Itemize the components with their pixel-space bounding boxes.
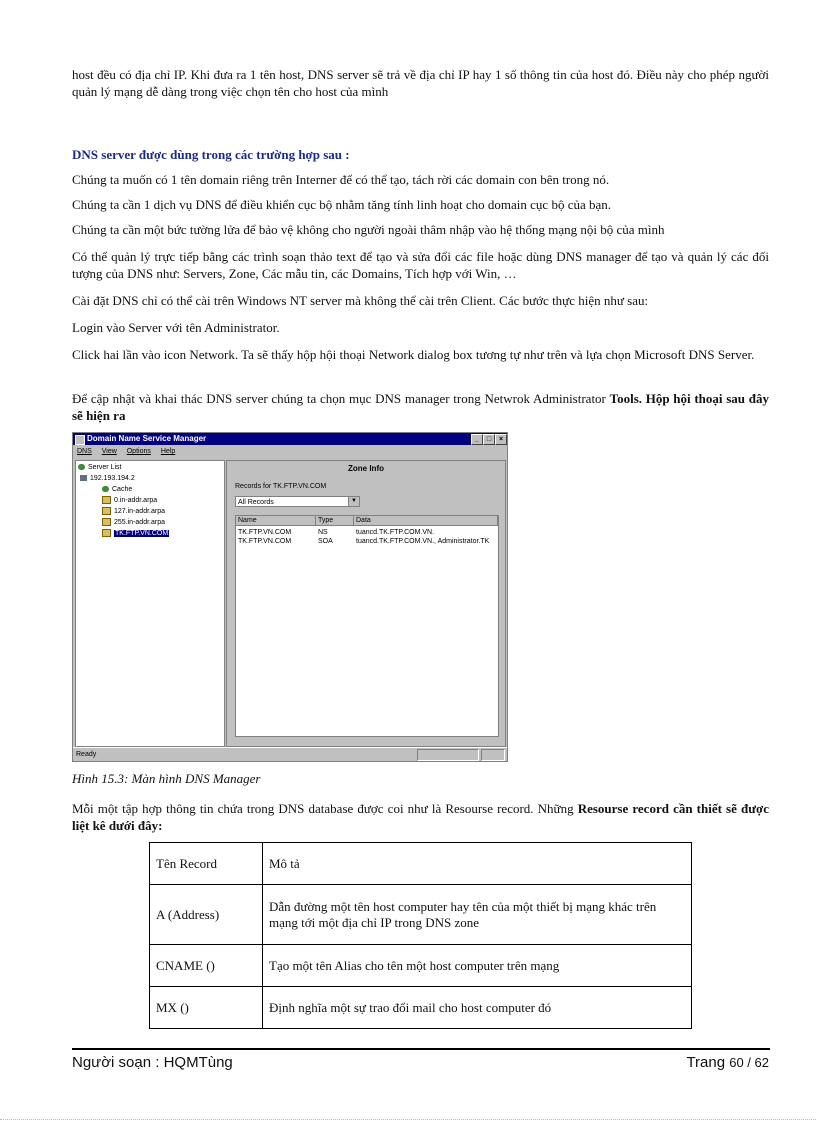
table-row: CNAME () Tạo một tên Alias cho tên một host computer trên mạng <box>150 945 692 987</box>
tree-zone-0[interactable]: 0.in-addr.arpa <box>102 496 157 505</box>
bullet-6: Login vào Server với tên Administrator. <box>72 320 280 335</box>
close-icon[interactable]: × <box>495 434 507 445</box>
col-type[interactable]: Type <box>316 516 354 526</box>
footer-author: Người soạn : HQMTùng <box>72 1054 233 1071</box>
step-text: Để cập nhật và khai thác DNS server chúng ta chọn mục DNS manager trong Netwrok Administrator <box>72 391 610 406</box>
header-record-name: Tên Record <box>150 843 263 885</box>
menu-view[interactable]: View <box>101 448 117 455</box>
bullet-7: Click hai lần vào icon Network. Ta sẽ thấy hộp hội thoại Network dialog box tương tự như trên và lựa chọn Microsoft DNS Server. <box>72 347 755 362</box>
menu-dns[interactable]: DNS <box>77 448 92 455</box>
bullet-3: Chúng ta cần một bức tường lửa để bảo vệ không cho người ngoài thâm nhập vào hệ thống mạng nội bộ của mình <box>72 222 665 237</box>
bullet-1: Chúng ta muốn có 1 tên domain riêng trên Interner để có thể tạo, tách rời các domain con bên trong nó. <box>72 172 610 187</box>
minimize-icon[interactable]: _ <box>471 434 483 445</box>
folder-icon <box>102 518 111 526</box>
menu-help[interactable]: Help <box>160 448 176 455</box>
maximize-icon[interactable]: □ <box>483 434 495 445</box>
records-intro: Mỗi một tập hợp thông tin chứa trong DNS database được coi như là Resourse record. Những Resourse record cần thiết sẽ được liệt kê dưới đây: <box>72 801 769 833</box>
chevron-down-icon[interactable]: ▼ <box>348 497 359 506</box>
status-segment <box>417 749 479 761</box>
globe-icon <box>102 486 109 492</box>
intro-paragraph: host đều có địa chỉ IP. Khi đưa ra 1 tên host, DNS server sẽ trả về địa chỉ IP hay 1 số thông tin của host đó. Điều này cho phép người quản lý mạng dễ dàng trong việc chọn tên cho host của mình <box>72 67 769 99</box>
folder-icon <box>102 496 111 504</box>
bullet-5: Cài đặt DNS chỉ có thể cài trên Windows NT server mà không thể cài trên Client. Các bước thực hiện như sau: <box>72 293 649 308</box>
footer-page: Trang 60 / 62 <box>686 1054 769 1071</box>
tree-zone-127[interactable]: 127.in-addr.arpa <box>102 507 165 516</box>
table-row: A (Address) Dẫn đường một tên host computer hay tên của một thiết bị mạng khác trên mạng tới một địa chỉ IP trong DNS zone <box>150 885 692 945</box>
table-header-row <box>150 843 692 885</box>
record-filter-select[interactable]: All Records ▼ <box>235 496 360 507</box>
bullet-4: Có thể quản lý trực tiếp bằng các trình soạn thảo text để tạo và sửa đổi các file hoặc dùng DNS manager để tạo và quản lý các đối tượng của DNS như: Servers, Zone, Các mẫu tin, các Domains, Tích hợp với Win, … <box>72 249 769 281</box>
app-icon <box>75 435 85 445</box>
folder-icon <box>102 529 111 537</box>
tree-cache[interactable]: Cache <box>102 485 132 494</box>
table-row: MX () Định nghĩa một sự trao đổi mail cho host computer đó <box>150 987 692 1029</box>
menubar <box>73 446 507 457</box>
status-segment <box>481 749 505 761</box>
dns-manager-screenshot <box>72 432 508 762</box>
window-titlebar <box>73 433 507 445</box>
header-description: Mô tả <box>263 843 692 885</box>
col-name[interactable]: Name <box>236 516 316 526</box>
globe-icon <box>78 464 85 470</box>
step-paragraph <box>72 390 769 424</box>
table-row[interactable]: TK.FTP.VN.COM NS tuancd.TK.FTP.COM.VN. <box>238 529 435 536</box>
bullet-2: Chúng ta cần 1 dịch vụ DNS để điều khiển cục bộ nhằm tăng tính linh hoạt cho domain cục bộ của bạn. <box>72 197 612 212</box>
server-tree <box>75 460 225 747</box>
step-bold: Tools. Hộp hội thoại sau đây sẽ hiện ra <box>72 391 769 423</box>
footer-divider <box>72 1048 770 1050</box>
records-list <box>235 515 499 737</box>
section-heading: DNS server được dùng trong các trường hợp sau : <box>72 147 350 162</box>
menu-options[interactable]: Options <box>126 448 151 455</box>
folder-icon <box>102 507 111 515</box>
records-for-label: Records for TK.FTP.VN.COM <box>235 483 327 490</box>
table-row[interactable]: TK.FTP.VN.COM SOA tuancd.TK.FTP.COM.VN., Administrator.TK <box>238 538 490 545</box>
tree-zone-tk[interactable]: TK.FTP.VN.COM <box>102 529 169 538</box>
page-edge <box>0 1119 816 1120</box>
statusbar <box>73 747 507 761</box>
status-text: Ready <box>76 751 97 758</box>
zone-info-header: Zone Info <box>348 464 384 473</box>
tree-server-list[interactable]: Server List <box>78 463 121 472</box>
tree-zone-255[interactable]: 255.in-addr.arpa <box>102 518 165 527</box>
zone-info-panel <box>226 460 506 747</box>
records-table <box>149 842 692 1029</box>
col-data[interactable]: Data <box>354 516 498 526</box>
server-icon <box>80 475 87 481</box>
tree-server[interactable]: 192.193.194.2 <box>80 474 135 483</box>
figure-caption: Hình 15.3: Màn hình DNS Manager <box>72 771 261 786</box>
window-title: Domain Name Service Manager <box>87 434 207 443</box>
